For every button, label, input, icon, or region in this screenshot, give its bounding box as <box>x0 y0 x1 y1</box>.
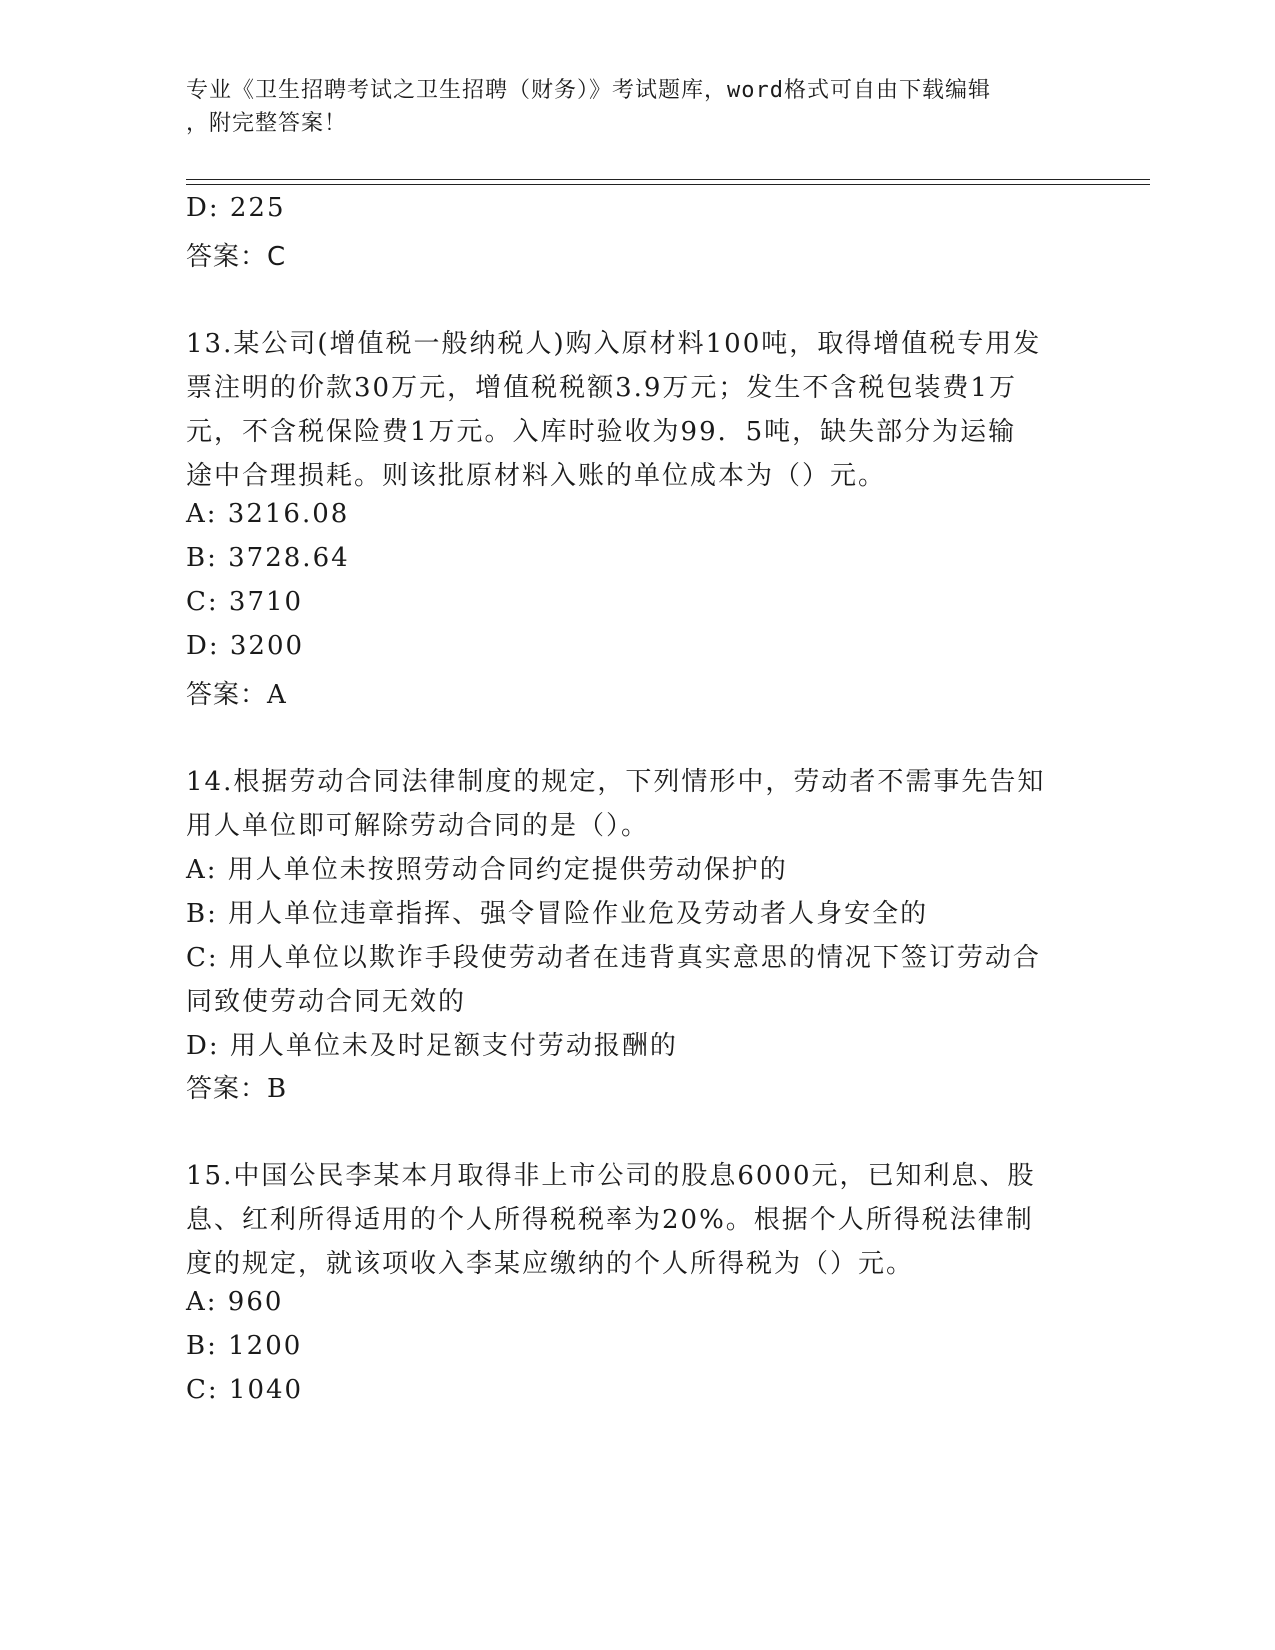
question-14-text-line: 14.根据劳动合同法律制度的规定，下列情形中，劳动者不需事先告知 <box>186 767 1046 797</box>
question-14-text-line: 用人单位即可解除劳动合同的是（）。 <box>186 811 650 841</box>
question-13-answer: 答案：A <box>186 680 287 710</box>
question-15-option-b: B: 1200 <box>186 1331 303 1361</box>
question-13-option-a: A: 3216.08 <box>186 499 350 529</box>
question-13-text-line: 元，不含税保险费1万元。入库时验收为99．5吨，缺失部分为运输 <box>186 417 1017 447</box>
header-title-line-2: ，附完整答案！ <box>186 111 348 136</box>
question-15-option-a: A: 960 <box>186 1287 284 1317</box>
question-14-option-a: A: 用人单位未按照劳动合同约定提供劳动保护的 <box>186 855 788 885</box>
prev-answer: 答案：C <box>186 242 287 272</box>
question-14-option-c: C: 用人单位以欺诈手段使劳动者在违背真实意思的情况下签订劳动合 <box>186 943 1041 973</box>
question-13-text-line: 途中合理损耗。则该批原材料入账的单位成本为（）元。 <box>186 461 887 491</box>
question-13-text-line: 票注明的价款30万元，增值税税额3.9万元；发生不含税包装费1万 <box>186 373 1017 403</box>
question-13-option-b: B: 3728.64 <box>186 543 350 573</box>
question-14-answer: 答案：B <box>186 1074 288 1104</box>
question-13-text-line: 13.某公司(增值税一般纳税人)购入原材料100吨，取得增值税专用发 <box>186 329 1042 359</box>
page-header <box>186 74 1076 140</box>
question-14-option-d: D: 用人单位未及时足额支付劳动报酬的 <box>186 1031 678 1061</box>
prev-option-d: D: 225 <box>186 193 286 223</box>
question-15-text-line: 度的规定，就该项收入李某应缴纳的个人所得税为（）元。 <box>186 1249 915 1279</box>
question-15-option-c: C: 1040 <box>186 1375 304 1405</box>
question-13-option-d: D: 3200 <box>186 631 305 661</box>
question-15-text-line: 息、红利所得适用的个人所得税税率为20%。根据个人所得税法律制 <box>186 1205 1034 1235</box>
header-title-line-1: 专业《卫生招聘考试之卫生招聘（财务）》考试题库，word格式可自由下载编辑 <box>186 78 991 103</box>
question-13-option-c: C: 3710 <box>186 587 304 617</box>
question-14-option-b: B: 用人单位违章指挥、强令冒险作业危及劳动者人身安全的 <box>186 899 929 929</box>
header-divider-top <box>186 179 1150 180</box>
header-divider-bottom <box>186 184 1150 185</box>
question-15-text-line: 15.中国公民李某本月取得非上市公司的股息6000元，已知利息、股 <box>186 1161 1036 1191</box>
question-14-option-c-continued: 同致使劳动合同无效的 <box>186 987 467 1017</box>
